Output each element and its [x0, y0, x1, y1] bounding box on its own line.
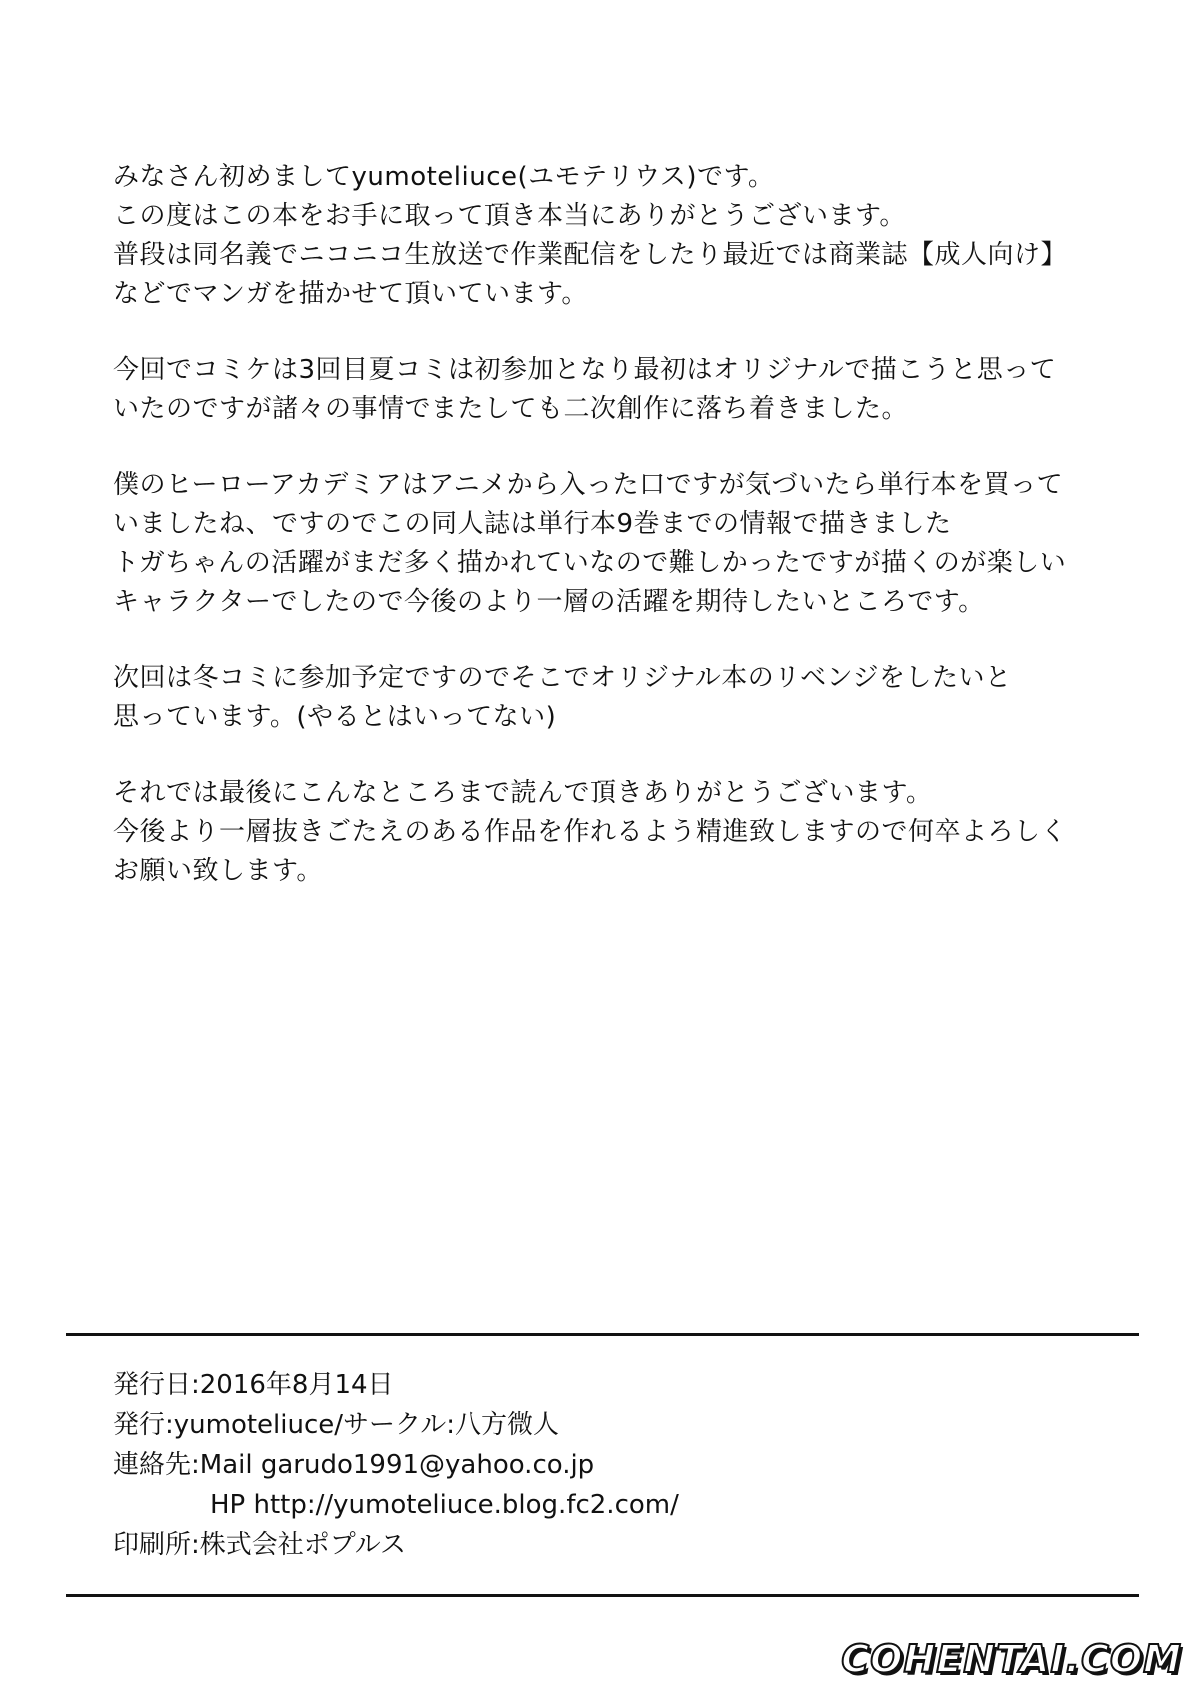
- afterword-paragraph-3: [113, 466, 1143, 622]
- colophon: [113, 1365, 1113, 1565]
- afterword-body: [113, 158, 1143, 928]
- text-line: 次回は冬コミに参加予定ですのでそこでオリジナル本のリベンジをしたいと: [113, 663, 1012, 693]
- colophon-contact-row: [113, 1445, 1113, 1485]
- printer-label: 印刷所:: [113, 1530, 200, 1560]
- text-line: トガちゃんの活躍がまだ多く描かれていなので難しかったですが描くのが楽しい: [113, 548, 1067, 578]
- text-line: キャラクターでしたので今後のより一層の活躍を期待したいところです。: [113, 587, 985, 617]
- text-line: この度はこの本をお手に取って頂き本当にありがとうございます。: [113, 201, 906, 231]
- site-watermark: COHENTAI.COM: [841, 1637, 1182, 1681]
- text-line: 今後より一層抜きごたえのある作品を作れるよう精進致しますので何卒よろしく: [113, 817, 1068, 847]
- afterword-paragraph-2: [113, 351, 1143, 429]
- text-line: 今回でコミケは3回目夏コミは初参加となり最初はオリジナルで描こうと思って: [113, 355, 1057, 385]
- afterword-paragraph-5: [113, 774, 1143, 891]
- text-line: お願い致します。: [113, 856, 323, 886]
- text-line: 僕のヒーローアカデミアはアニメから入った口ですが気づいたら単行本を買って: [113, 470, 1064, 500]
- text-line: みなさん初めましてyumoteliuce(ユモテリウス)です。: [113, 162, 775, 192]
- colophon-hp-row: [113, 1485, 1113, 1525]
- text-line: 思っています。(やるとはいってない): [113, 702, 557, 732]
- publisher-value: yumoteliuce/サークル:八方微人: [173, 1410, 560, 1440]
- colophon-publisher-row: [113, 1405, 1113, 1445]
- contact-hp: HP http://yumoteliuce.blog.fc2.com/: [210, 1490, 679, 1520]
- colophon-date-row: [113, 1365, 1113, 1405]
- colophon-bottom-rule: [66, 1594, 1139, 1597]
- contact-mail: Mail garudo1991@yahoo.co.jp: [199, 1450, 595, 1480]
- publisher-label: 発行:: [113, 1410, 174, 1440]
- colophon-top-rule: [66, 1333, 1139, 1336]
- afterword-paragraph-1: [113, 158, 1143, 314]
- afterword-paragraph-4: [113, 659, 1143, 737]
- date-value: 2016年8月14日: [199, 1370, 394, 1400]
- date-label: 発行日:: [113, 1370, 200, 1400]
- colophon-printer-row: [113, 1525, 1113, 1565]
- text-line: いましたね、ですのでこの同人誌は単行本9巻までの情報で描きました: [113, 509, 952, 539]
- text-line: それでは最後にこんなところまで読んで頂きありがとうございます。: [113, 778, 933, 808]
- text-line: などでマンガを描かせて頂いています。: [113, 279, 588, 309]
- contact-label: 連絡先:: [113, 1450, 200, 1480]
- text-line: いたのですが諸々の事情でまたしても二次創作に落ち着きました。: [113, 394, 909, 424]
- text-line: 普段は同名義でニコニコ生放送で作業配信をしたり最近では商業誌【成人向け】: [113, 240, 1068, 270]
- printer-value: 株式会社ポプルス: [199, 1530, 406, 1560]
